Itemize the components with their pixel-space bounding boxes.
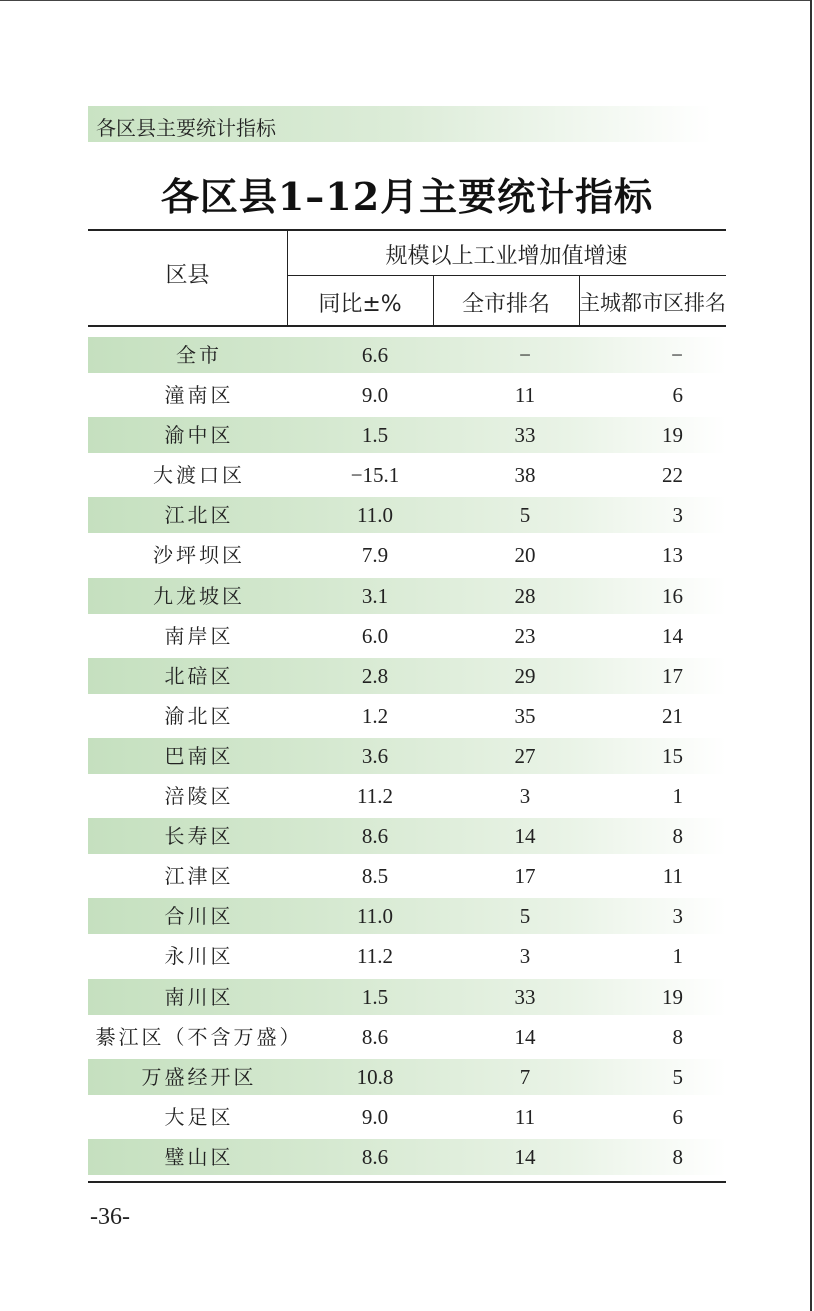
table-row [88, 738, 726, 774]
page-border-top [0, 0, 812, 1]
table-row [88, 658, 726, 694]
table-row [88, 938, 726, 978]
district-name-cell: 南川区 [164, 984, 234, 1009]
main-city-rank-cell: 1 [672, 784, 683, 809]
city-rank-cell: 17 [514, 864, 536, 889]
table-row [88, 1139, 726, 1175]
yoy-cell: 8.6 [361, 1144, 389, 1169]
district-name-cell: 江北区 [164, 503, 234, 528]
district-name-cell: 璧山区 [164, 1144, 234, 1169]
column-group-header: 规模以上工业增加值增速 [385, 244, 628, 269]
table-row [88, 1059, 726, 1095]
yoy-cell: 7.9 [361, 543, 389, 568]
district-name-cell: 合川区 [164, 904, 234, 929]
city-rank-cell: 38 [514, 463, 536, 488]
district-name-cell: 南岸区 [164, 623, 234, 648]
main-city-rank-cell: 15 [662, 743, 683, 768]
yoy-cell: 6.6 [361, 343, 389, 367]
main-city-rank-cell: 1 [672, 944, 683, 969]
page-border-right [810, 0, 812, 1311]
yoy-cell: 1.5 [361, 984, 389, 1009]
table-top-rule [88, 229, 726, 231]
yoy-cell: 10.8 [356, 1064, 394, 1089]
page-title: 各区县1–12月主要统计指标 [160, 174, 654, 219]
city-rank-cell: − [519, 343, 531, 367]
table-row [88, 457, 726, 497]
yoy-cell: 3.1 [361, 583, 389, 608]
district-name-cell: 潼南区 [164, 383, 234, 408]
table-row [88, 778, 726, 818]
yoy-cell: 11.0 [357, 904, 393, 929]
yoy-cell: 3.6 [361, 743, 389, 768]
city-rank-cell: 3 [519, 784, 531, 809]
table-row [88, 1019, 726, 1059]
table-row [88, 818, 726, 854]
main-city-rank-cell: 14 [662, 623, 683, 648]
yoy-cell: 9.0 [361, 383, 389, 408]
main-city-rank-cell: 11 [662, 864, 683, 889]
city-rank-cell: 11 [514, 1104, 536, 1129]
yoy-cell: 11.2 [357, 784, 393, 809]
page-number: -36- [90, 1204, 130, 1230]
main-city-rank-cell: 8 [672, 1024, 683, 1049]
yoy-cell: 2.8 [361, 663, 389, 688]
main-city-rank-cell: 22 [662, 463, 683, 488]
column-header-yoy: 同比±% [318, 292, 402, 317]
city-rank-cell: 5 [519, 904, 531, 929]
table-row [88, 417, 726, 453]
column-header-city-rank: 全市排名 [461, 292, 550, 317]
city-rank-cell: 7 [519, 1064, 531, 1089]
district-name-cell: 巴南区 [164, 743, 234, 768]
city-rank-cell: 29 [514, 663, 536, 688]
yoy-cell: 8.6 [361, 824, 389, 849]
city-rank-cell: 23 [514, 623, 536, 648]
district-name-cell: 长寿区 [164, 824, 234, 849]
main-city-rank-cell: 19 [662, 423, 683, 448]
yoy-cell: 1.5 [361, 423, 389, 448]
yoy-cell: 11.2 [357, 944, 393, 969]
table-bottom-rule [88, 1181, 726, 1183]
district-name-cell: 綦江区（不含万盛） [95, 1024, 303, 1049]
main-city-rank-cell: 6 [672, 1104, 683, 1129]
table-row [88, 698, 726, 738]
city-rank-cell: 20 [514, 543, 536, 568]
main-city-rank-cell: − [671, 343, 683, 367]
main-city-rank-cell: 8 [672, 1144, 683, 1169]
district-name-cell: 全市 [176, 343, 222, 367]
city-rank-cell: 14 [514, 1024, 536, 1049]
table-row [88, 537, 726, 577]
table-row [88, 898, 726, 934]
yoy-cell: 8.5 [361, 864, 389, 889]
yoy-cell: 8.6 [361, 1024, 389, 1049]
main-city-rank-cell: 3 [672, 904, 683, 929]
column-header-main-city-rank: 主城都市区排名 [579, 291, 726, 315]
main-city-rank-cell: 3 [672, 503, 683, 528]
city-rank-cell: 14 [514, 1144, 536, 1169]
section-banner [88, 106, 712, 142]
district-name-cell: 渝中区 [164, 423, 234, 448]
city-rank-cell: 28 [514, 583, 536, 608]
header-bottom-rule [88, 325, 726, 327]
main-city-rank-cell: 5 [672, 1064, 683, 1089]
district-name-cell: 涪陵区 [164, 784, 234, 809]
district-name-cell: 江津区 [164, 864, 234, 889]
yoy-cell: 9.0 [361, 1104, 389, 1129]
city-rank-cell: 3 [519, 944, 531, 969]
table-row [88, 497, 726, 533]
city-rank-cell: 14 [514, 824, 536, 849]
table-row [88, 618, 726, 658]
table-row [88, 1099, 726, 1139]
header-mid-rule [287, 275, 726, 276]
city-rank-cell: 35 [514, 703, 536, 728]
main-city-rank-cell: 6 [672, 383, 683, 408]
yoy-cell: 1.2 [361, 703, 389, 728]
yoy-cell: 11.0 [357, 503, 393, 528]
district-name-cell: 万盛经开区 [141, 1064, 257, 1089]
district-name-cell: 大足区 [164, 1104, 234, 1129]
main-city-rank-cell: 16 [662, 583, 683, 608]
district-name-cell: 渝北区 [164, 703, 234, 728]
district-name-cell: 九龙坡区 [153, 583, 245, 608]
table-body [88, 337, 726, 1179]
table-row [88, 979, 726, 1015]
city-rank-cell: 11 [514, 383, 536, 408]
column-header-district: 区县 [165, 263, 210, 288]
yoy-cell: −15.1 [350, 463, 400, 488]
district-name-cell: 永川区 [164, 944, 234, 969]
city-rank-cell: 33 [514, 984, 536, 1009]
table-row [88, 337, 726, 373]
district-name-cell: 大渡口区 [153, 463, 245, 488]
city-rank-cell: 33 [514, 423, 536, 448]
table-row [88, 578, 726, 614]
main-city-rank-cell: 19 [662, 984, 683, 1009]
city-rank-cell: 5 [519, 503, 531, 528]
yoy-cell: 6.0 [361, 623, 389, 648]
main-city-rank-cell: 13 [662, 543, 683, 568]
section-label: 各区县主要统计指标 [96, 116, 276, 140]
table-row [88, 858, 726, 898]
main-city-rank-cell: 21 [662, 703, 683, 728]
district-name-cell: 北碚区 [164, 663, 234, 688]
city-rank-cell: 27 [514, 743, 536, 768]
main-city-rank-cell: 17 [662, 663, 683, 688]
main-city-rank-cell: 8 [672, 824, 683, 849]
district-name-cell: 沙坪坝区 [153, 543, 245, 568]
table-row [88, 377, 726, 417]
